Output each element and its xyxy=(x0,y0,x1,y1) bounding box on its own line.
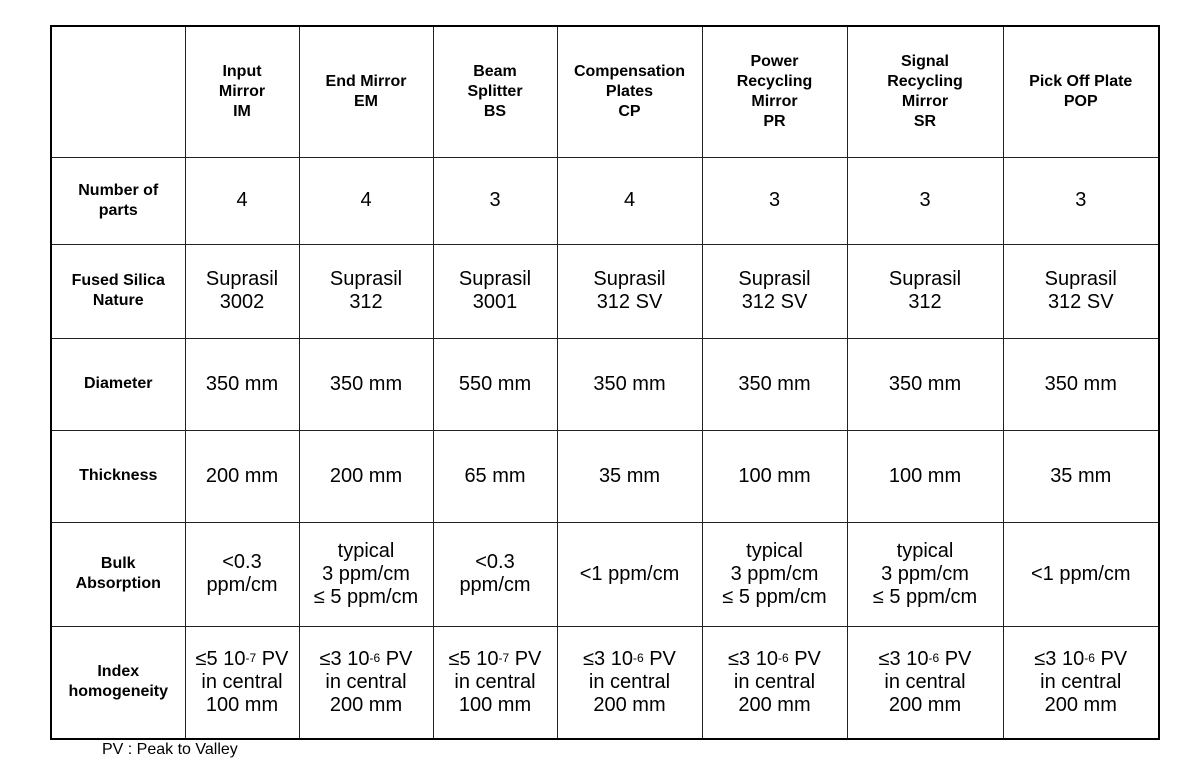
table-cell: Suprasil 312 SV xyxy=(1003,244,1159,338)
header-signal-recycling-mirror: Signal Recycling Mirror SR xyxy=(847,26,1003,157)
table-cell: 4 xyxy=(557,157,702,244)
table-cell: 350 mm xyxy=(557,338,702,430)
row-label-diameter: Diameter xyxy=(51,338,185,430)
row-number-of-parts xyxy=(51,157,1159,244)
table-cell: ≤3 $10^{-6}$ PV in central 200 mm xyxy=(847,626,1003,739)
table-cell: 350 mm xyxy=(702,338,847,430)
table-cell: 35 mm xyxy=(557,430,702,522)
table-cell: Suprasil 312 SV xyxy=(702,244,847,338)
header-end-mirror: End Mirror EM xyxy=(299,26,433,157)
table-cell: Suprasil 3002 xyxy=(185,244,299,338)
table-cell: 350 mm xyxy=(847,338,1003,430)
table-cell: 100 mm xyxy=(847,430,1003,522)
row-label-bulk-absorption: Bulk Absorption xyxy=(51,522,185,626)
table-cell: 350 mm xyxy=(299,338,433,430)
table-cell: 35 mm xyxy=(1003,430,1159,522)
optics-spec-table xyxy=(50,25,1160,740)
table-cell: 350 mm xyxy=(185,338,299,430)
header-power-recycling-mirror: Power Recycling Mirror PR xyxy=(702,26,847,157)
header-input-mirror: Input Mirror IM xyxy=(185,26,299,157)
table-cell: 3 xyxy=(847,157,1003,244)
table-cell: ≤3 $10^{-6}$ PV in central 200 mm xyxy=(1003,626,1159,739)
table-cell: typical 3 ppm/cm ≤ 5 ppm/cm xyxy=(847,522,1003,626)
row-thickness xyxy=(51,430,1159,522)
table-cell: 3 xyxy=(433,157,557,244)
table-cell: ≤3 $10^{-6}$ PV in central 200 mm xyxy=(557,626,702,739)
table-cell: Suprasil 312 xyxy=(299,244,433,338)
table-cell: 550 mm xyxy=(433,338,557,430)
table-cell: Suprasil 312 SV xyxy=(557,244,702,338)
header-beam-splitter: Beam Splitter BS xyxy=(433,26,557,157)
table-cell: ≤3 $10^{-6}$ PV in central 200 mm xyxy=(702,626,847,739)
table-cell: ≤3 $10^{-6}$ PV in central 200 mm xyxy=(299,626,433,739)
header-corner-cell xyxy=(51,26,185,157)
header-pick-off-plate: Pick Off Plate POP xyxy=(1003,26,1159,157)
table-cell: <0.3 ppm/cm xyxy=(433,522,557,626)
table-cell: 100 mm xyxy=(702,430,847,522)
row-label-number-of-parts: Number of parts xyxy=(51,157,185,244)
table-cell: 3 xyxy=(702,157,847,244)
row-diameter xyxy=(51,338,1159,430)
table-cell: 350 mm xyxy=(1003,338,1159,430)
header-compensation-plates: Compensation Plates CP xyxy=(557,26,702,157)
row-label-thickness: Thickness xyxy=(51,430,185,522)
table-cell: 4 xyxy=(185,157,299,244)
header-row xyxy=(51,26,1159,157)
table-cell: 65 mm xyxy=(433,430,557,522)
table-cell: ≤5 $10^{-7}$ PV in central 100 mm xyxy=(185,626,299,739)
table-cell: typical 3 ppm/cm ≤ 5 ppm/cm xyxy=(702,522,847,626)
table-cell: Suprasil 3001 xyxy=(433,244,557,338)
row-label-fused-silica: Fused Silica Nature xyxy=(51,244,185,338)
table-cell: typical 3 ppm/cm ≤ 5 ppm/cm xyxy=(299,522,433,626)
table-cell: 200 mm xyxy=(299,430,433,522)
row-label-index-homogeneity: Index homogeneity xyxy=(51,626,185,739)
table-cell: 3 xyxy=(1003,157,1159,244)
table-cell: 4 xyxy=(299,157,433,244)
table-cell: <0.3 ppm/cm xyxy=(185,522,299,626)
row-bulk-absorption xyxy=(51,522,1159,626)
table-cell: Suprasil 312 xyxy=(847,244,1003,338)
table-cell: ≤5 $10^{-7}$ PV in central 100 mm xyxy=(433,626,557,739)
row-index-homogeneity xyxy=(51,626,1159,739)
row-fused-silica-nature xyxy=(51,244,1159,338)
table-cell: <1 ppm/cm xyxy=(1003,522,1159,626)
footnote: PV : Peak to Valley xyxy=(102,741,238,758)
table-cell: 200 mm xyxy=(185,430,299,522)
table-cell: <1 ppm/cm xyxy=(557,522,702,626)
